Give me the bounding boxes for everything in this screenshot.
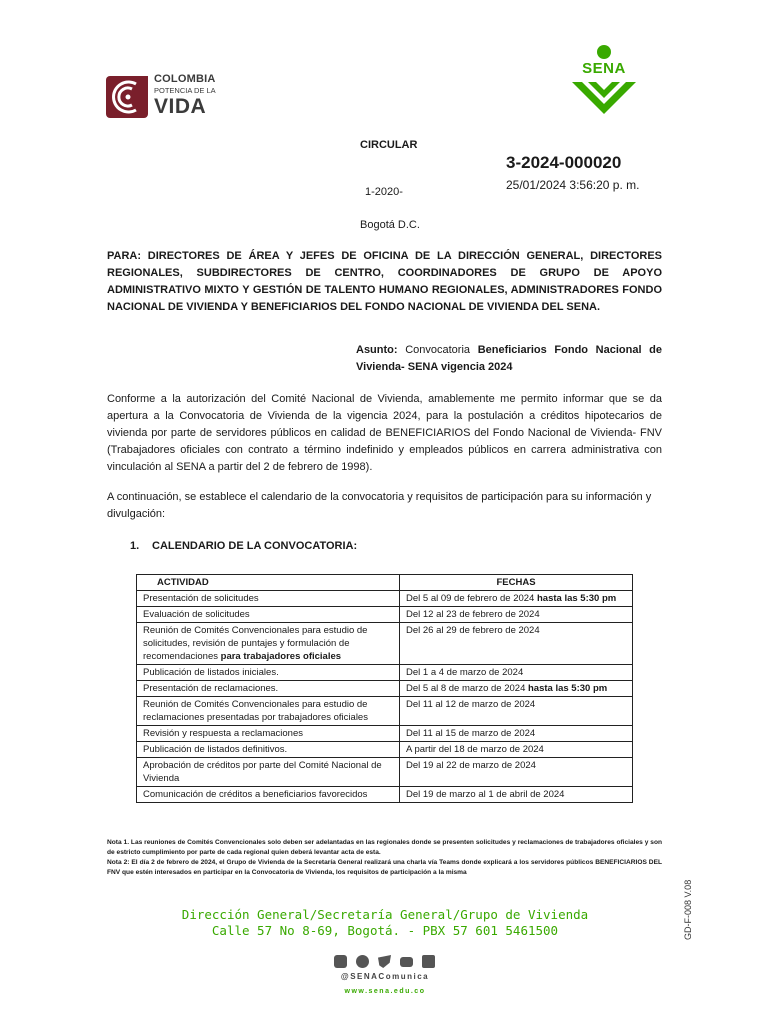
cell-actividad bbox=[137, 681, 400, 697]
logo-vida-text: VIDA bbox=[154, 94, 207, 118]
radicado-datetime: 25/01/2024 3:56:20 p. m. bbox=[506, 178, 640, 192]
section-title: CALENDARIO DE LA CONVOCATORIA: bbox=[152, 540, 358, 552]
table-row bbox=[137, 726, 633, 742]
fechas-text: Del 11 al 12 de marzo de 2024 bbox=[406, 699, 536, 710]
cell-fechas bbox=[400, 726, 633, 742]
fechas-text: Del 1 a 4 de marzo de 2024 bbox=[406, 667, 524, 678]
actividad-text: Reunión de Comités Convencionales para estudio de solicitudes, revisión de puntajes y formulación de recomendaciones bbox=[143, 625, 368, 662]
cell-actividad bbox=[137, 607, 400, 623]
colombia-potencia-de-la-vida-logo bbox=[106, 74, 226, 120]
fechas-text: Del 19 al 22 de marzo de 2024 bbox=[406, 760, 536, 771]
asunto-subject: Beneficiarios Fondo Nacional de Vivienda- SENA vigencia 2024 bbox=[356, 344, 662, 373]
facebook-icon[interactable] bbox=[356, 955, 369, 968]
fechas-text: Del 12 al 23 de febrero de 2024 bbox=[406, 609, 540, 620]
cell-fechas bbox=[400, 591, 633, 607]
cell-actividad bbox=[137, 623, 400, 665]
fechas-text: Del 26 al 29 de febrero de 2024 bbox=[406, 625, 540, 636]
header-fechas: FECHAS bbox=[400, 575, 633, 591]
linkedin-icon[interactable] bbox=[422, 955, 435, 968]
body-paragraph-1: Conforme a la autorización del Comité Nacional de Vivienda, amablemente me permito informar que se da apertura a la Convocatoria de Vivienda de la vigencia 2024, para la postulación a créditos hipotecarios de vivienda por parte de servidores públicos en calidad de BENEFICIARIOS del Fondo Nacional de Vivienda- FNV (Trabajadores oficiales con contrato a término indefinido y empleados públicos en carrera administrativa con vinculación al SENA a partir del 2 de febrero de 1998). bbox=[107, 393, 662, 473]
fechas-text: Del 5 al 09 de febrero de 2024 bbox=[406, 593, 535, 604]
table-row bbox=[137, 607, 633, 623]
actividad-text: Evaluación de solicitudes bbox=[143, 609, 250, 620]
cell-fechas bbox=[400, 607, 633, 623]
footer-address bbox=[160, 907, 610, 939]
actividad-text: Comunicación de créditos a beneficiarios favorecidos bbox=[143, 789, 368, 800]
table-header-row bbox=[137, 575, 633, 591]
table-row bbox=[137, 591, 633, 607]
asunto-label: Asunto: bbox=[356, 344, 398, 356]
radicado-number: 3-2024-000020 bbox=[506, 153, 622, 172]
sena-logo-text: SENA bbox=[582, 60, 626, 77]
cell-fechas bbox=[400, 681, 633, 697]
table-row bbox=[137, 787, 633, 803]
cell-actividad bbox=[137, 742, 400, 758]
section-heading bbox=[130, 540, 357, 552]
cell-fechas bbox=[400, 758, 633, 787]
header-actividad: ACTIVIDAD bbox=[137, 575, 400, 591]
actividad-text: Presentación de solicitudes bbox=[143, 593, 259, 604]
actividad-bold-text: para trabajadores oficiales bbox=[220, 651, 342, 662]
actividad-text: Reunión de Comités Convencionales para estudio de reclamaciones presentadas por trabajadores oficiales bbox=[143, 699, 368, 723]
table-row bbox=[137, 758, 633, 787]
table-row bbox=[137, 665, 633, 681]
circular-label: CIRCULAR bbox=[360, 139, 418, 151]
footer-line-1: Dirección General/Secretaría General/Grupo de Vivienda bbox=[181, 907, 589, 922]
table-row bbox=[137, 623, 633, 665]
table-row bbox=[137, 697, 633, 726]
twitter-icon[interactable] bbox=[378, 955, 391, 968]
note-1: Nota 1. Las reuniones de Comités Convencionales solo deben ser adelantadas en las regionales donde se presenten solicitudes y reclamaciones de trabajadores oficiales y son de estricto cumplimiento por parte de cada regional quien deberá levantar acta de esta. bbox=[107, 839, 662, 856]
cell-fechas bbox=[400, 787, 633, 803]
cell-fechas bbox=[400, 623, 633, 665]
cell-fechas bbox=[400, 742, 633, 758]
social-icons bbox=[334, 955, 438, 971]
fechas-bold-text: hasta las 5:30 pm bbox=[528, 683, 608, 694]
fechas-text: Del 19 de marzo al 1 de abril de 2024 bbox=[406, 789, 565, 800]
cell-actividad bbox=[137, 758, 400, 787]
city-label: Bogotá D.C. bbox=[360, 219, 420, 231]
asunto-normal: Convocatoria bbox=[405, 344, 471, 356]
note-2: Nota 2: El día 2 de febrero de 2024, el Grupo de Vivienda de la Secretaría General realizará una charla vía Teams donde explicará a los servidores públicos BENEFICIARIOS DEL FNV que estén interesados en participar en la Convocatoria de Vivienda, los requisitos de participación a la misma bbox=[107, 859, 662, 876]
fechas-text: Del 5 al 8 de marzo de 2024 bbox=[406, 683, 526, 694]
website-link[interactable]: www.sena.edu.co bbox=[344, 988, 426, 995]
section-number: 1. bbox=[130, 540, 140, 552]
cell-actividad bbox=[137, 726, 400, 742]
actividad-text: Aprobación de créditos por parte del Comité Nacional de Vivienda bbox=[143, 760, 382, 784]
body-paragraph-2: A continuación, se establece el calendario de la convocatoria y requisitos de participación para su información y divulgación: bbox=[107, 491, 652, 520]
actividad-text: Publicación de listados definitivos. bbox=[143, 744, 288, 755]
instagram-icon[interactable] bbox=[334, 955, 347, 968]
calendar-table bbox=[136, 574, 633, 803]
cell-fechas bbox=[400, 697, 633, 726]
cell-actividad bbox=[137, 697, 400, 726]
sena-figure-icon bbox=[566, 44, 642, 120]
footer-line-2: Calle 57 No 8-69, Bogotá. - PBX 57 601 5461500 bbox=[211, 923, 559, 938]
actividad-text: Publicación de listados iniciales. bbox=[143, 667, 279, 678]
fechas-text: A partir del 18 de marzo de 2024 bbox=[406, 744, 544, 755]
fechas-bold-text: hasta las 5:30 pm bbox=[536, 593, 617, 604]
social-handle: @SENAComunica bbox=[340, 972, 430, 981]
cell-actividad bbox=[137, 665, 400, 681]
para-recipients: PARA: DIRECTORES DE ÁREA Y JEFES DE OFICINA DE LA DIRECCIÓN GENERAL, DIRECTORES REGIONALES, SUBDIRECTORES DE CENTRO, COORDINADORES DE GRUPO DE APOYO ADMINISTRATIVO MIXTO Y GESTIÓN DE TALENTO HUMANO REGIONALES, ADMINISTRADORES FONDO NACIONAL DE VIVIENDA Y BENEFICIARIOS DEL FONDO NACIONAL DE VIVIENDA DEL SENA. bbox=[107, 250, 662, 313]
cell-actividad bbox=[137, 591, 400, 607]
logo-potencia-text: POTENCIA DE LA bbox=[154, 86, 216, 95]
logo-colombia-text: COLOMBIA bbox=[154, 73, 216, 85]
table-row bbox=[137, 742, 633, 758]
asunto-block bbox=[356, 342, 662, 376]
circular-code: 1-2020- bbox=[365, 186, 403, 198]
notes-block bbox=[107, 838, 662, 878]
table-row bbox=[137, 681, 633, 697]
form-version-code: GD-F-008 V.08 bbox=[683, 879, 693, 940]
actividad-text: Revisión y respuesta a reclamaciones bbox=[143, 728, 303, 739]
sena-logo bbox=[566, 44, 642, 120]
youtube-icon[interactable] bbox=[400, 957, 413, 967]
cell-actividad bbox=[137, 787, 400, 803]
colombia-mark-icon bbox=[106, 76, 148, 118]
fechas-text: Del 11 al 15 de marzo de 2024 bbox=[406, 728, 536, 739]
cell-fechas bbox=[400, 665, 633, 681]
actividad-text: Presentación de reclamaciones. bbox=[143, 683, 279, 694]
